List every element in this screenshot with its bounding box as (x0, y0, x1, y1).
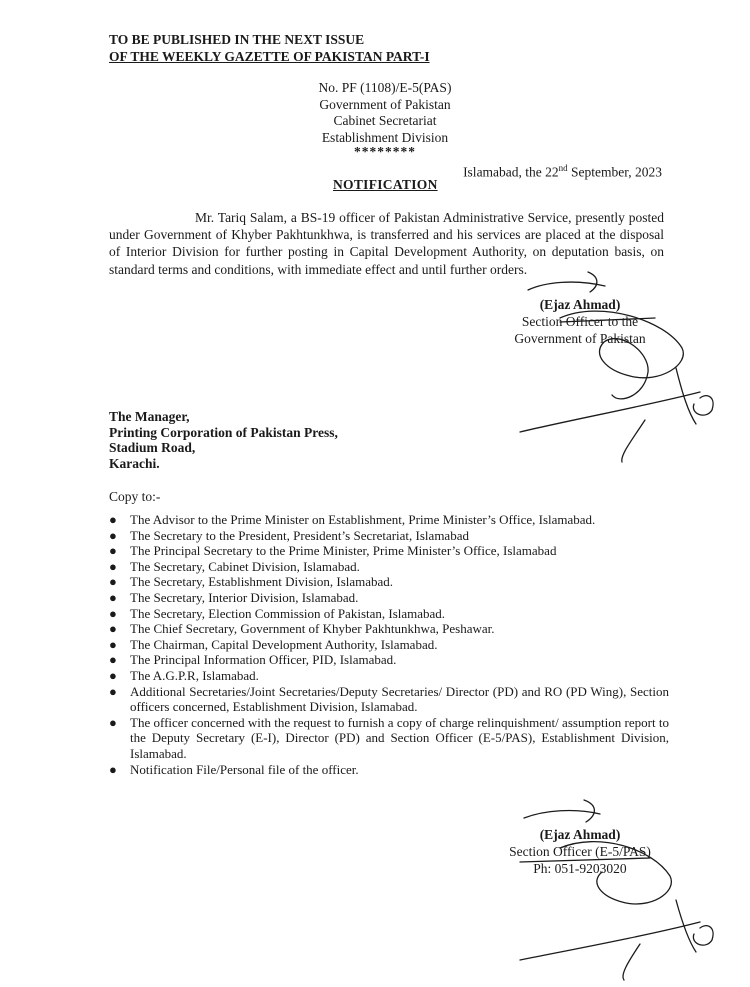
office-block (300, 80, 470, 158)
notification-title: NOTIFICATION (333, 177, 438, 192)
list-item: ● The Secretary, Election Commission of Pakistan, Islamabad. (109, 605, 446, 621)
list-item: ● The Principal Secretary to the Prime Minister, Prime Minister’s Office, Islamabad (109, 543, 557, 559)
bullet-icon: ● (109, 683, 117, 699)
list-item: ● The A.G.P.R, Islamabad. (109, 667, 259, 683)
list-item: ● The Secretary, Interior Division, Islamabad. (109, 589, 359, 605)
date-place: Islamabad, the 22 (463, 164, 559, 180)
addressee-line-2: Printing Corporation of Pakistan Press, (109, 424, 338, 440)
secretariat-name: Cabinet Secretariat (333, 113, 437, 128)
bullet-icon: ● (109, 589, 117, 605)
signatory-designation: Section Officer to the (521, 314, 639, 329)
bullet-icon: ● (109, 714, 117, 730)
addressee-block (109, 409, 338, 471)
bullet-icon: ● (109, 527, 117, 543)
gazette-line-1: TO BE PUBLISHED IN THE NEXT ISSUE (109, 32, 365, 47)
reference-number: No. PF (1108)/E-5(PAS) (318, 80, 452, 95)
addressee-line-3: Stadium Road, (109, 440, 196, 455)
signatory-name: (Ejaz Ahmad) (539, 827, 621, 842)
bullet-icon: ● (109, 761, 117, 777)
signature-block-2 (500, 826, 660, 877)
signatory-phone: Ph: 051-9203020 (533, 861, 627, 876)
signature-1-tail-stroke (520, 368, 713, 462)
list-item: ● Additional Secretaries/Joint Secretaries/Deputy Secretaries/ Director (PD) and RO (PD Wing), Section officers concerned, Establishment Division, Islamabad. (109, 683, 669, 715)
bullet-icon: ● (109, 636, 117, 652)
addressee-line-4: Karachi. (109, 455, 160, 471)
bullet-icon: ● (109, 543, 117, 559)
signature-2-initial-stroke (524, 800, 600, 822)
signatory-name: (Ejaz Ahmad) (539, 297, 621, 312)
list-item: ● The Principal Information Officer, PID, Islamabad. (109, 652, 397, 668)
list-item: ● Notification File/Personal file of the officer. (109, 761, 359, 777)
signature-2-tail-stroke (520, 900, 713, 980)
gazette-line-2: OF THE WEEKLY GAZETTE OF PAKISTAN PART-I (109, 49, 430, 64)
signatory-organization: Government of Pakistan (514, 331, 646, 346)
division-name: Establishment Division (321, 129, 449, 145)
list-item: ● The Chairman, Capital Development Authority, Islamabad. (109, 636, 438, 652)
date-rest: September, 2023 (567, 164, 662, 180)
copy-to-label: Copy to:- (109, 489, 161, 504)
addressee-line-1: The Manager, (109, 409, 190, 424)
bullet-icon: ● (109, 605, 117, 621)
copy-to-list (109, 512, 669, 777)
notification-body: Mr. Tariq Salam, a BS-19 officer of Pakistan Administrative Service, presently posted under Government of Khyber Pakhtunkhwa, is transferred and his services are placed at the disposal of Interior Division for further posting in Capital Development Authority, on deputation basis, on standard terms and conditions, with immediate effect and until further orders. (109, 210, 664, 277)
signatory-designation: Section Officer (E-5/PAS) (509, 844, 651, 859)
bullet-icon: ● (109, 512, 117, 527)
issue-date (463, 163, 662, 181)
list-item: ● The officer concerned with the request to furnish a copy of charge relinquishment/ assumption report to the Deputy Secretary (E-I), Director (PD) and Section Officer (E-5/PAS), Establishment Division, Islamabad. (109, 714, 669, 761)
bullet-icon: ● (109, 574, 117, 590)
list-item: ● The Advisor to the Prime Minister on Establishment, Prime Minister’s Office, Islamabad. (109, 512, 596, 527)
bullet-icon: ● (109, 621, 117, 637)
list-item: ● The Chief Secretary, Government of Khyber Pakhtunkhwa, Peshawar. (109, 621, 495, 637)
gazette-header (109, 31, 430, 65)
government-name: Government of Pakistan (319, 96, 451, 112)
list-item: ● The Secretary, Cabinet Division, Islamabad. (109, 558, 360, 574)
date-suffix: nd (558, 163, 568, 173)
signature-block-1 (505, 296, 655, 347)
star-separator: ******** (354, 144, 416, 159)
list-item: ● The Secretary, Establishment Division, Islamabad. (109, 574, 394, 590)
bullet-icon: ● (109, 558, 117, 574)
bullet-icon: ● (109, 667, 117, 683)
list-item: ● The Secretary to the President, President’s Secretariat, Islamabad (109, 527, 469, 543)
bullet-icon: ● (109, 652, 117, 668)
